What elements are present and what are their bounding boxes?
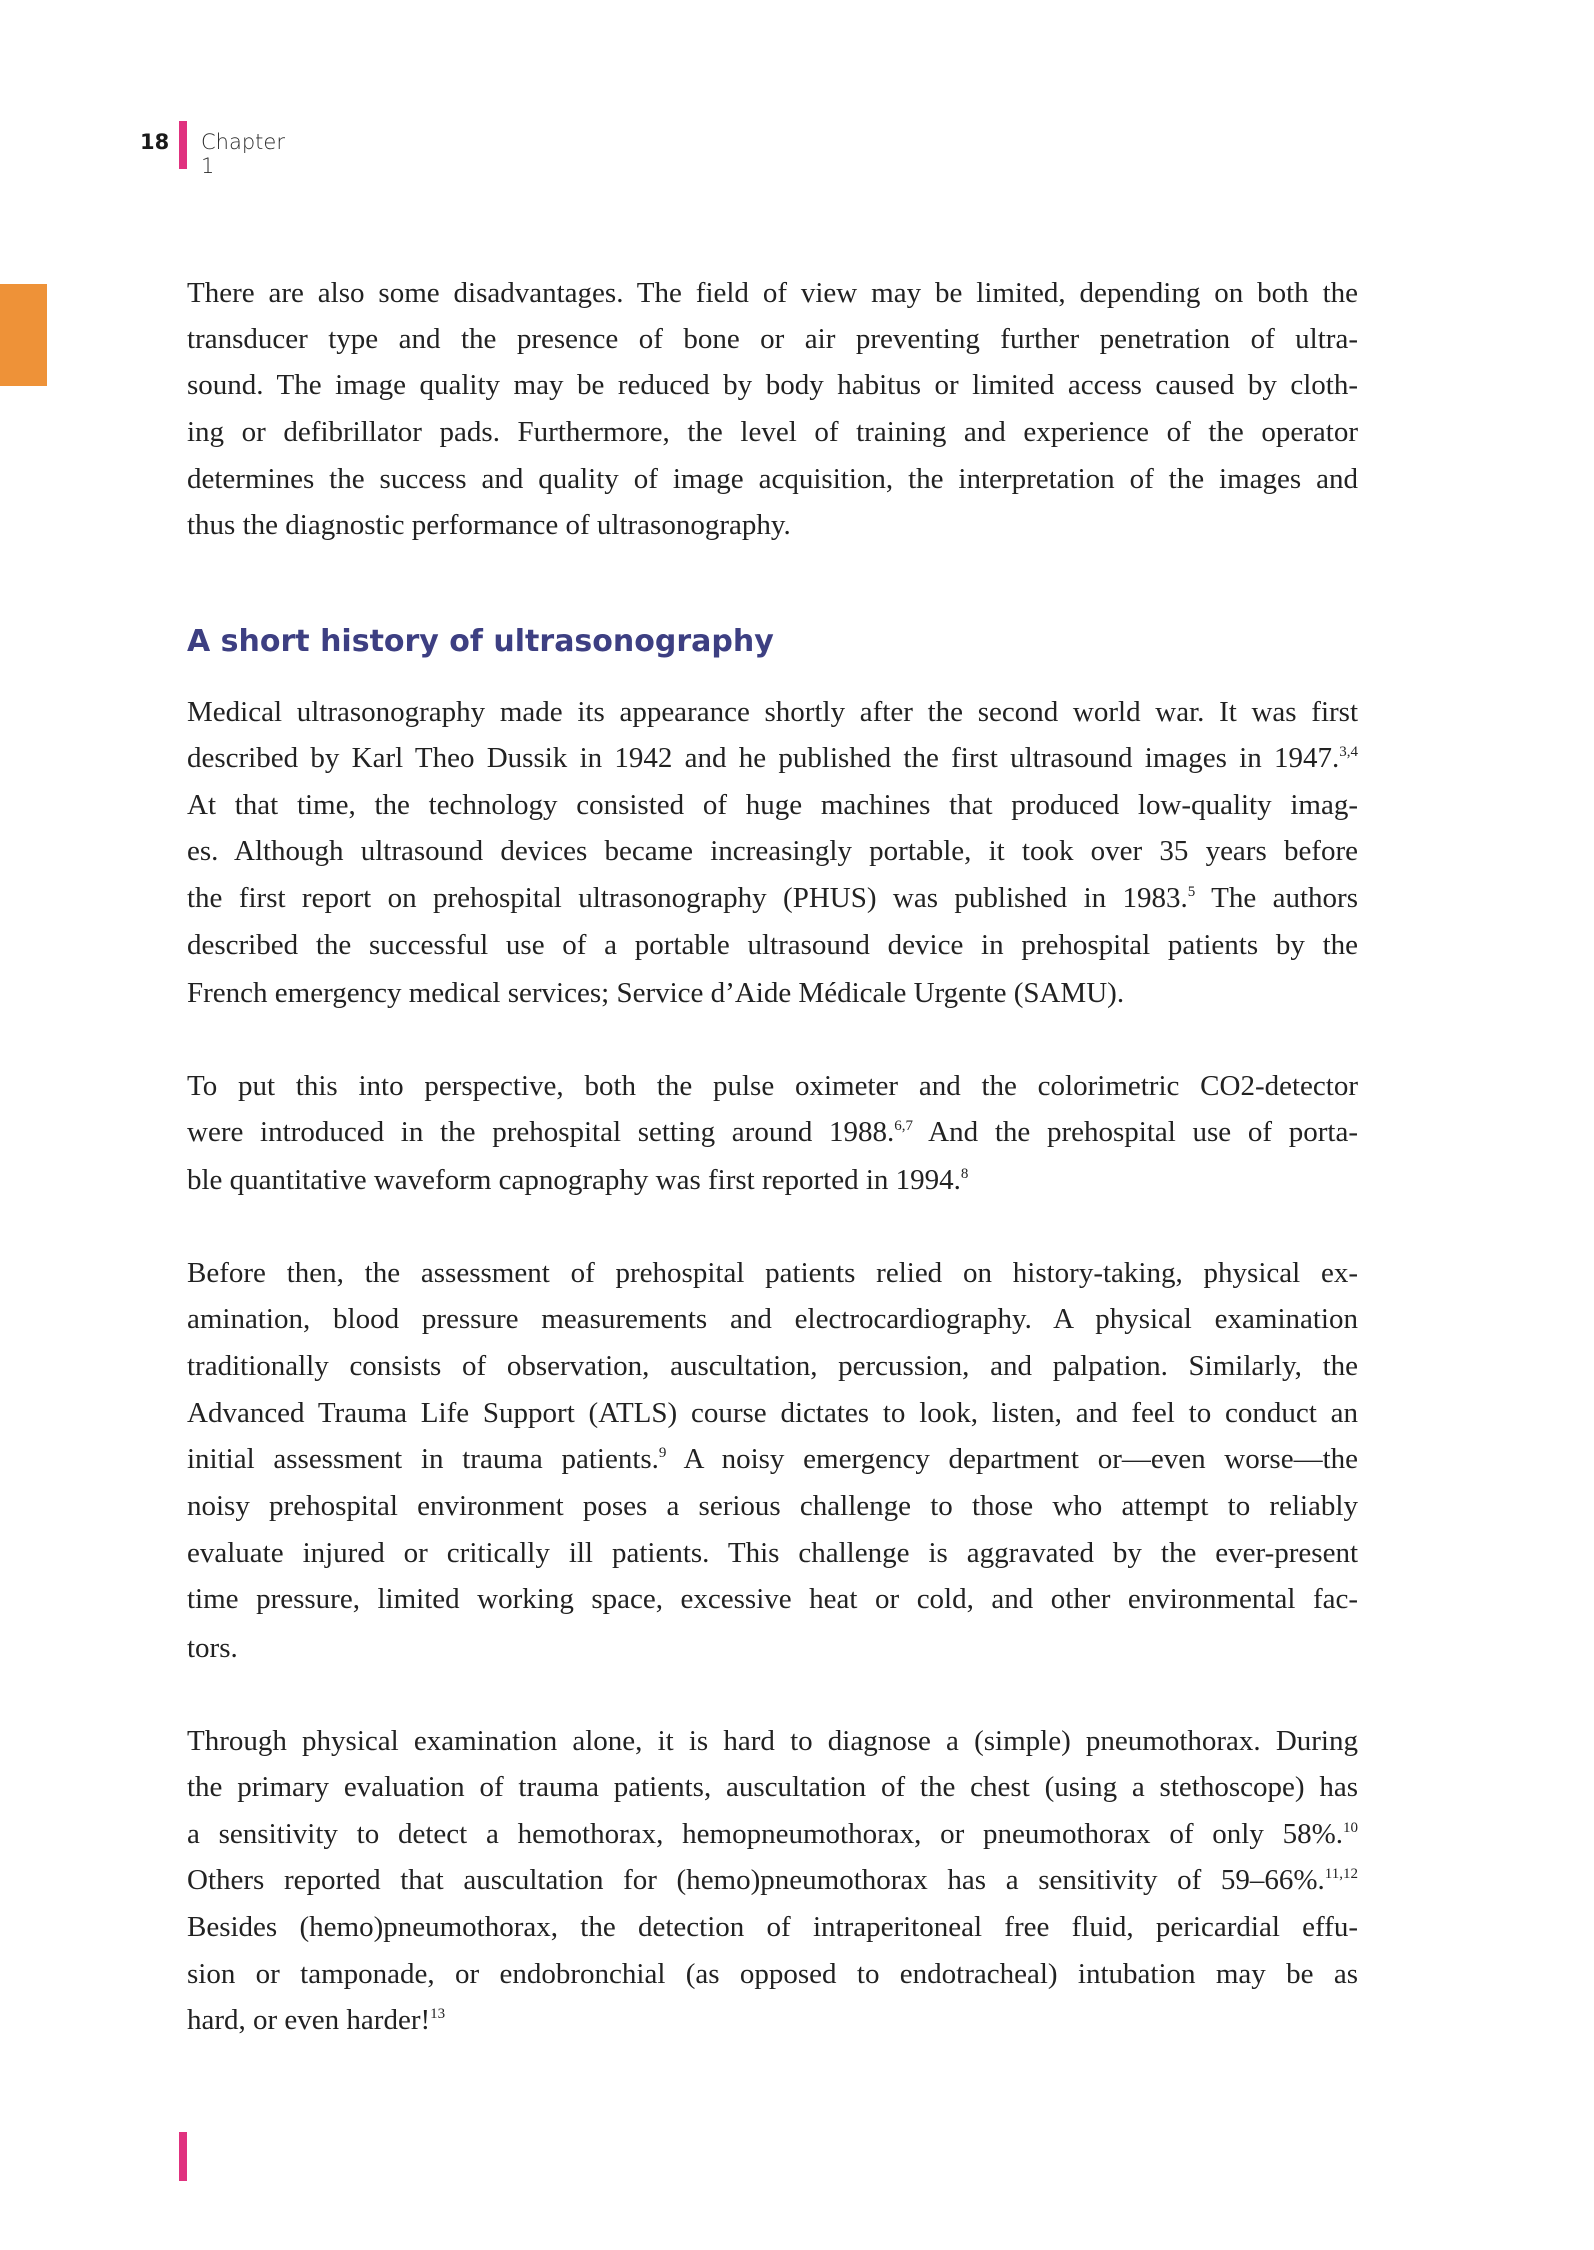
text-line: were introduced in the prehospital setting around 1988.$^{6,7}$ And the prehospital use of porta-: [187, 1116, 1359, 1148]
text-line: the first report on prehospital ultrasonography (PHUS) was published in 1983.$^5$ The authors: [187, 882, 1359, 914]
text-line: sion or tamponade, or endobronchial (as opposed to endotracheal) intubation may be as: [187, 1958, 1358, 1990]
text-line: noisy prehospital environment poses a serious challenge to those who attempt to reliably: [187, 1490, 1358, 1522]
text-line: Others reported that auscultation for (hemo)pneumothorax has a sensitivity of 59–66%.$^{11,12}$: [187, 1864, 1358, 1896]
citation-superscript: 3,4: [1339, 744, 1358, 760]
citation-superscript: 5: [1187, 884, 1196, 900]
chapter-label: Chapter 1: [201, 130, 285, 178]
citation-superscript: 10: [1343, 1820, 1358, 1836]
text-line: French emergency medical services; Service d’Aide Médicale Urgente (SAMU).: [187, 977, 1125, 1009]
citation-superscript: 13: [430, 2006, 446, 2022]
citation-superscript: 8: [960, 1166, 969, 1182]
text-line: Before then, the assessment of prehospital patients relied on history-taking, physical ex-: [187, 1257, 1358, 1289]
text-line: thus the diagnostic performance of ultrasonography.: [187, 509, 791, 541]
text-line: ble quantitative waveform capnography was first reported in 1994.$^8$: [187, 1164, 969, 1196]
text-line: time pressure, limited working space, excessive heat or cold, and other environmental fac-: [187, 1583, 1358, 1615]
text-line: traditionally consists of observation, auscultation, percussion, and palpation. Similarly, the: [187, 1350, 1358, 1382]
text-line: evaluate injured or critically ill patients. This challenge is aggravated by the ever-present: [187, 1537, 1358, 1569]
text-line: es. Although ultrasound devices became increasingly portable, it took over 35 years before: [187, 835, 1358, 867]
text-line: Besides (hemo)pneumothorax, the detection of intraperitoneal free fluid, pericardial effu-: [187, 1911, 1358, 1943]
text-line: sound. The image quality may be reduced by body habitus or limited access caused by cloth-: [187, 369, 1358, 401]
footer-accent-bar: [179, 2132, 187, 2181]
text-line: At that time, the technology consisted of huge machines that produced low-quality imag-: [187, 789, 1358, 821]
text-line: There are also some disadvantages. The field of view may be limited, depending on both the: [187, 277, 1358, 309]
chapter-side-tab: [0, 284, 47, 386]
text-line: described by Karl Theo Dussik in 1942 and he published the first ultrasound images in 1947.$^{3,4}$: [187, 742, 1358, 774]
citation-superscript: 11,12: [1324, 1866, 1358, 1882]
text-line: ing or defibrillator pads. Furthermore, the level of training and experience of the operator: [187, 416, 1358, 448]
text-line: determines the success and quality of image acquisition, the interpretation of the images and: [187, 463, 1358, 495]
citation-superscript: 6,7: [894, 1118, 914, 1134]
text-line: Medical ultrasonography made its appearance shortly after the second world war. It was first: [187, 696, 1358, 728]
text-line: transducer type and the presence of bone or air preventing further penetration of ultra-: [187, 323, 1358, 355]
text-line: the primary evaluation of trauma patients, auscultation of the chest (using a stethoscope) has: [187, 1771, 1358, 1803]
text-line: a sensitivity to detect a hemothorax, hemopneumothorax, or pneumothorax of only 58%.$^{10}$: [187, 1818, 1358, 1850]
text-line: Advanced Trauma Life Support (ATLS) course dictates to look, listen, and feel to conduct an: [187, 1397, 1358, 1429]
text-line: initial assessment in trauma patients.$^9$ A noisy emergency department or—even worse—the: [187, 1443, 1358, 1475]
text-line: tors.: [187, 1632, 238, 1664]
text-line: hard, or even harder!$^{13}$: [187, 2004, 446, 2036]
section-heading: A short history of ultrasonography: [187, 623, 774, 659]
citation-superscript: 9: [658, 1445, 667, 1461]
header-divider-bar: [179, 121, 187, 169]
text-line: amination, blood pressure measurements and electrocardiography. A physical examination: [187, 1303, 1358, 1335]
page-number: 18: [140, 130, 170, 154]
text-line: Through physical examination alone, it is hard to diagnose a (simple) pneumothorax. During: [187, 1725, 1358, 1757]
text-line: To put this into perspective, both the pulse oximeter and the colorimetric CO2-detector: [187, 1070, 1358, 1102]
text-line: described the successful use of a portable ultrasound device in prehospital patients by the: [187, 929, 1358, 961]
